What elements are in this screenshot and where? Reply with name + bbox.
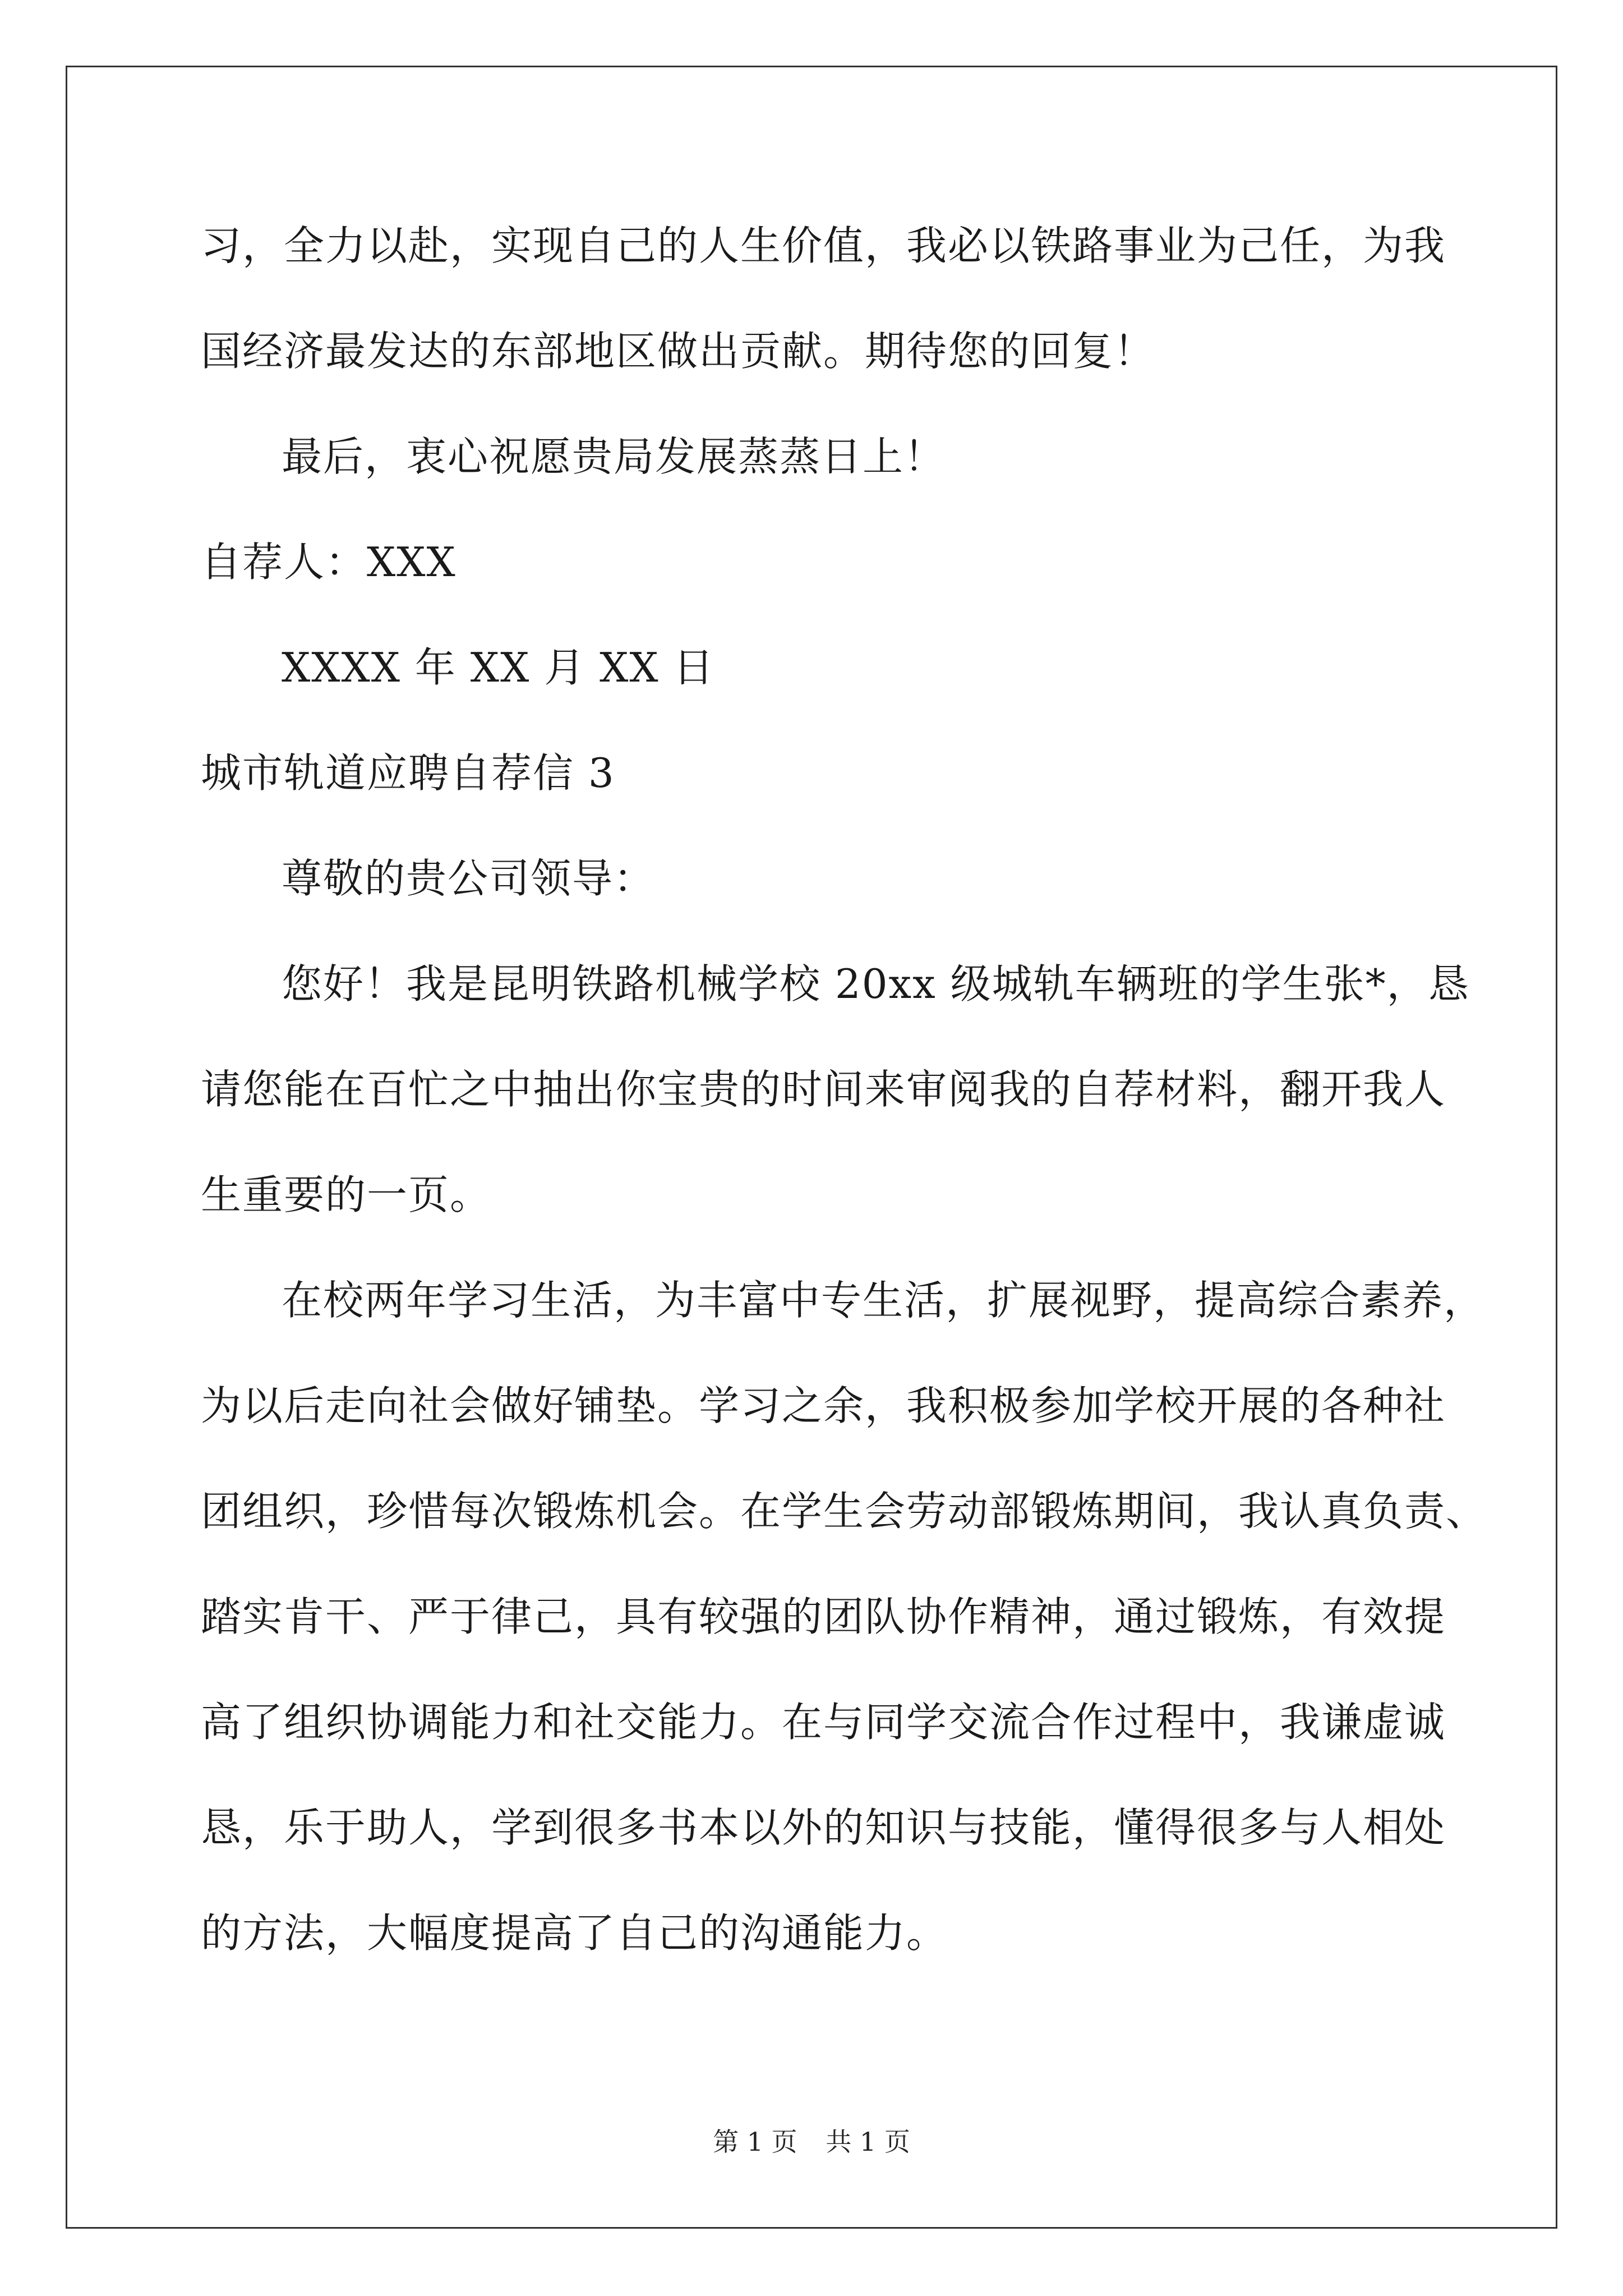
body-line: 高了组织协调能力和社交能力。在与同学交流合作过程中，我谦虚诚: [201, 1699, 1446, 1746]
page-border: [66, 66, 1557, 2229]
body-line: 恳，乐于助人，学到很多书本以外的知识与技能，懂得很多与人相处: [201, 1804, 1446, 1851]
body-line: 团组织，珍惜每次锻炼机会。在学生会劳动部锻炼期间，我认真负责、: [201, 1488, 1488, 1535]
body-line: 请您能在百忙之中抽出你宝贵的时间来审阅我的自荐材料，翻开我人: [201, 1066, 1446, 1113]
body-line: 踏实肯干、严于律己，具有较强的团队协作精神，通过锻炼，有效提: [201, 1593, 1446, 1640]
section-title: 城市轨道应聘自荐信 3: [201, 749, 615, 797]
salutation: 尊敬的贵公司领导：: [282, 855, 656, 902]
body-line: 国经济最发达的东部地区做出贡献。期待您的回复！: [201, 328, 1156, 375]
body-line: 生重要的一页。: [201, 1171, 492, 1218]
closing-wish: 最后，衷心祝愿贵局发展蒸蒸日上！: [282, 433, 946, 480]
body-line: 您好！我是昆明铁路机械学校 20xx 级城轨车辆班的学生张*，恳: [282, 960, 1470, 1007]
page-number: 第 1 页: [713, 2127, 797, 2157]
page-footer: [0, 2125, 1623, 2159]
body-line: 的方法，大幅度提高了自己的沟通能力。: [201, 1910, 948, 1957]
body-line: 习，全力以赴，实现自己的人生价值，我必以铁路事业为己任，为我: [201, 222, 1446, 269]
signature: 自荐人：XXX: [201, 539, 457, 586]
body-line: 在校两年学习生活，为丰富中专生活，扩展视野，提高综合素养，: [282, 1277, 1486, 1324]
date-line: XXXX 年 XX 月 XX 日: [282, 644, 715, 691]
body-line: 为以后走向社会做好铺垫。学习之余，我积极参加学校开展的各种社: [201, 1382, 1446, 1429]
page-count: 共 1 页: [826, 2127, 910, 2157]
